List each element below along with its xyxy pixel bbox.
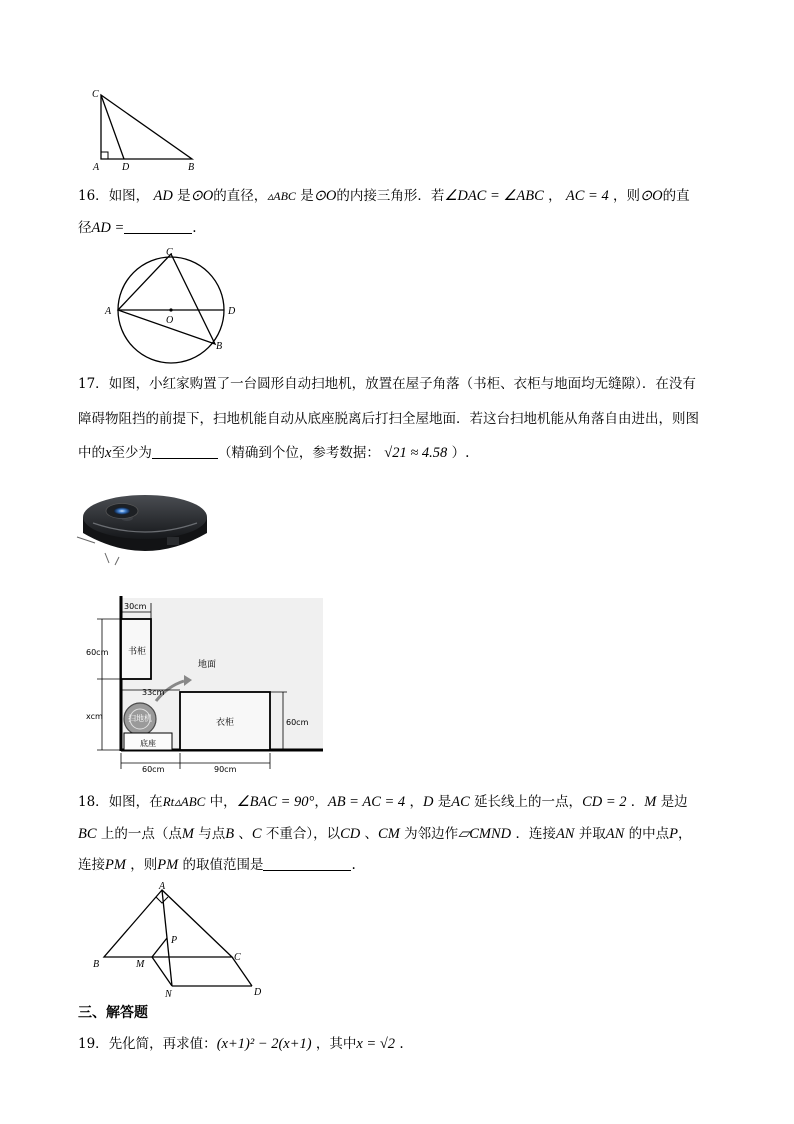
label-bookcase: 书柜 xyxy=(128,647,147,657)
question-number: 18． xyxy=(78,794,109,810)
robot-vacuum-image xyxy=(75,487,215,569)
label-base: 底座 xyxy=(140,739,156,748)
label-n: N xyxy=(165,989,172,998)
label-p: P xyxy=(171,935,178,946)
label-x-cm: xcm xyxy=(86,712,103,721)
label-c: C xyxy=(234,952,241,963)
answer-blank[interactable] xyxy=(152,445,218,459)
label-60cm-left: 60cm xyxy=(86,648,109,657)
figure-q16-circle xyxy=(102,244,252,364)
label-floor: 地面 xyxy=(198,660,217,670)
question-18-line2: BC 上的一点（点M 与点B 、C 不重合），以CD 、CM 为邻边作▱CMND ．连接AN 并取AN 的中点P， xyxy=(78,826,692,842)
question-17-line2: 障碍物阻挡的前提下，扫地机能自动从底座脱离后打扫全屋地面．若这台扫地机能从角落自由进出，则图 xyxy=(78,411,699,427)
question-16-line2: 径AD = . xyxy=(78,220,197,236)
label-b: B xyxy=(93,959,100,970)
label-30cm: 30cm xyxy=(124,602,147,611)
question-19: 19．先化简，再求值：(x+1)² − 2(x+1) ，其中x = √2 . xyxy=(78,1036,404,1052)
figure-q18-triangle xyxy=(90,880,270,998)
label-b: B xyxy=(188,162,195,173)
question-18-line3: 连接PM ，则PM 的取值范围是 . xyxy=(78,857,356,873)
question-number: 17． xyxy=(78,376,109,392)
label-a: A xyxy=(93,162,100,173)
label-c: C xyxy=(92,89,99,100)
label-d: D xyxy=(254,987,262,998)
question-16-line1: 16．如图， AD 是⊙O的直径，▵ABC 是⊙O的内接三角形．若∠DAC = ∠ABC ， AC = 4 ，则⊙O的直 xyxy=(78,188,690,204)
label-o: O xyxy=(166,315,174,326)
answer-blank[interactable] xyxy=(124,220,192,234)
question-number: 16． xyxy=(78,188,109,204)
label-60cm-bottom: 60cm xyxy=(142,765,165,774)
label-d: D xyxy=(122,162,130,173)
label-robot: 扫地机 xyxy=(128,714,152,723)
figure-q17-floor-plan xyxy=(86,591,326,774)
label-b: B xyxy=(216,341,223,352)
answer-blank[interactable] xyxy=(263,857,351,871)
label-33cm: 33cm xyxy=(142,688,165,697)
label-d: D xyxy=(228,306,236,317)
question-18-line1: 18．如图，在Rt▵ABC 中，∠BAC = 90°，AB = AC = 4 ，D 是AC 延长线上的一点，CD = 2 ．M 是边 xyxy=(78,794,688,810)
label-c: C xyxy=(166,247,173,258)
label-a: A xyxy=(105,306,112,317)
section-title: 三、解答题 xyxy=(78,1005,148,1021)
label-m: M xyxy=(136,959,145,970)
label-a: A xyxy=(159,881,166,892)
figure-q15-triangle xyxy=(84,86,204,174)
label-wardrobe: 衣柜 xyxy=(216,718,235,728)
label-60cm-right: 60cm xyxy=(286,718,309,727)
question-17-line1: 17．如图，小红家购置了一台圆形自动扫地机，放置在屋子角落（书柜、衣柜与地面均无缝隙）．在没有 xyxy=(78,376,696,392)
question-17-line3: 中的x至少为 （精确到个位，参考数据： √21 ≈ 4.58 ）. xyxy=(78,445,470,461)
question-number: 19． xyxy=(78,1036,109,1052)
label-90cm-bottom: 90cm xyxy=(214,765,237,774)
